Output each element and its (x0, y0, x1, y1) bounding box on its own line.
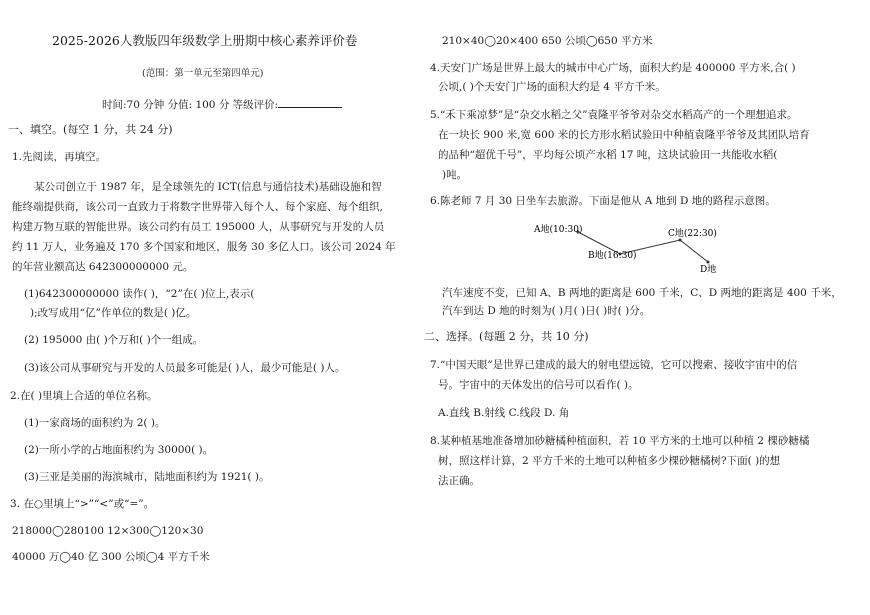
q1-1-line-a: (1)642300000000 读作( )，“2”在( )位上,表示( (24, 288, 255, 300)
q2-1: (1)一家商场的面积约为 2( )。 (24, 417, 166, 429)
q2-heading: 2.在( )里填上合适的单位名称。 (10, 390, 158, 402)
compare-row-1: 218000◯280100 12×300◯120×30 (12, 525, 204, 537)
exam-meta (102, 97, 342, 112)
passage-line-1: 某公司创立于 1987 年，是全球领先的 ICT(信息与通信技术)基础设施和智 (34, 181, 382, 193)
passage-line-2: 能终端提供商，该公司一直致力于将数字世界带入每个人、每个家庭、每个组织, (12, 201, 383, 213)
q7-line-b: 号。宇宙中的天体发出的信号可以看作( )。 (438, 379, 639, 391)
point-b-label: B地(16:30) (588, 251, 637, 261)
q1-1-line-b: );改写成用“亿”作单位的数是( )亿。 (30, 307, 197, 319)
q1-3: (3)该公司从事研究与开发的人员最多可能是( )人，最少可能是( )人。 (24, 362, 346, 374)
exam-title: 2025-2026人教版四年级数学上册期中核心素养评价卷 (52, 33, 358, 48)
q6-line-a: 6.陈老师 7 月 30 日坐车去旅游。下面是他从 A 地到 D 地的路程示意图。 (430, 195, 776, 207)
q1-2: (2) 195000 由( )个万和( )个一组成。 (24, 334, 204, 346)
q2-3: (3)三亚是美丽的海滨城市，陆地面积约为 1921( )。 (24, 471, 270, 483)
compare-row-2: 40000 万◯40 亿 300 公顷◯4 平方千米 (12, 551, 210, 563)
q7-options: A.直线 B.射线 C.线段 D. 角 (438, 407, 570, 419)
q3-heading: 3. 在○里填上“>”“<”或“=”。 (10, 498, 155, 510)
section-1-title: 一、填空。(每空 1 分，共 24 分) (8, 123, 173, 136)
grade-blank[interactable] (278, 97, 342, 108)
q4-line-b: 公顷,( )个天安门广场的面积大约是 4 平方千米。 (438, 81, 666, 93)
q5-line-c: 的品种“超优千号”，平均每公顷产水稻 17 吨，这块试验田一共能收水稻( (438, 149, 778, 161)
section-2-title: 二、选择。(每题 2 分，共 10 分) (424, 330, 589, 343)
point-d-dot (707, 261, 710, 264)
q6-line-b: 汽车速度不变，已知 A、B 两地的距离是 600 千米，C、D 两地的距离是 400 千米， (442, 287, 842, 299)
point-a-label: A地(10:30) (534, 225, 583, 235)
q8-line-c: 法正确。 (438, 475, 480, 487)
q5-line-a: 5.“禾下乘凉梦”是“杂交水稻之父”袁隆平爷爷对杂交水稻高产的一个理想追求。 (430, 109, 798, 121)
point-c-label: C地(22:30) (668, 229, 717, 239)
q8-line-a: 8.某种植基地准备增加砂糖橘种植面积，若 10 平方米的土地可以种植 2 棵砂糖橘 (430, 435, 810, 447)
route-diagram (530, 218, 730, 274)
q8-line-b: 树，照这样计算，2 平方千米的土地可以种植多少棵砂糖橘树?下面( )的想 (438, 455, 781, 467)
exam-scope: (范围：第一单元至第四单元) (142, 68, 264, 79)
q4-line-a: 4.天安门广场是世界上最大的城市中心广场，面积大约是 400000 平方米,合( ) (430, 62, 796, 74)
passage-line-3: 构建万物互联的智能世界。该公司约有员工 195000 人，从事研究与开发的人员 (12, 221, 385, 233)
compare-row-3: 210×40◯20×400 650 公顷◯650 平方米 (442, 35, 653, 47)
point-d-label: D地 (700, 265, 717, 274)
q7-line-a: 7.“中国天眼”是世界已建成的最大的射电望远镜，它可以搜索、接收宇宙中的信 (430, 359, 798, 371)
q6-line-c: 汽车到达 D 地的时刻为( )月( )日( )时( )分。 (442, 305, 651, 317)
passage-line-5: 的年营业额高达 642300000000 元。 (12, 261, 194, 273)
q5-line-b: 在一块长 900 米,宽 600 米的长方形水稻试验田中种植袁隆平爷爷及其团队培育 (438, 129, 810, 141)
q2-2: (2)一所小学的占地面积约为 30000( )。 (24, 444, 214, 456)
passage-line-4: 约 11 万人，业务遍及 170 多个国家和地区，服务 30 多亿人口。该公司 2024 年 (12, 241, 396, 253)
exam-meta-text: 时间:70 分钟 分值: 100 分 等级评价: (102, 99, 279, 111)
q1-heading: 1.先阅读，再填空。 (12, 151, 107, 163)
q5-line-d: )吨。 (442, 169, 468, 181)
